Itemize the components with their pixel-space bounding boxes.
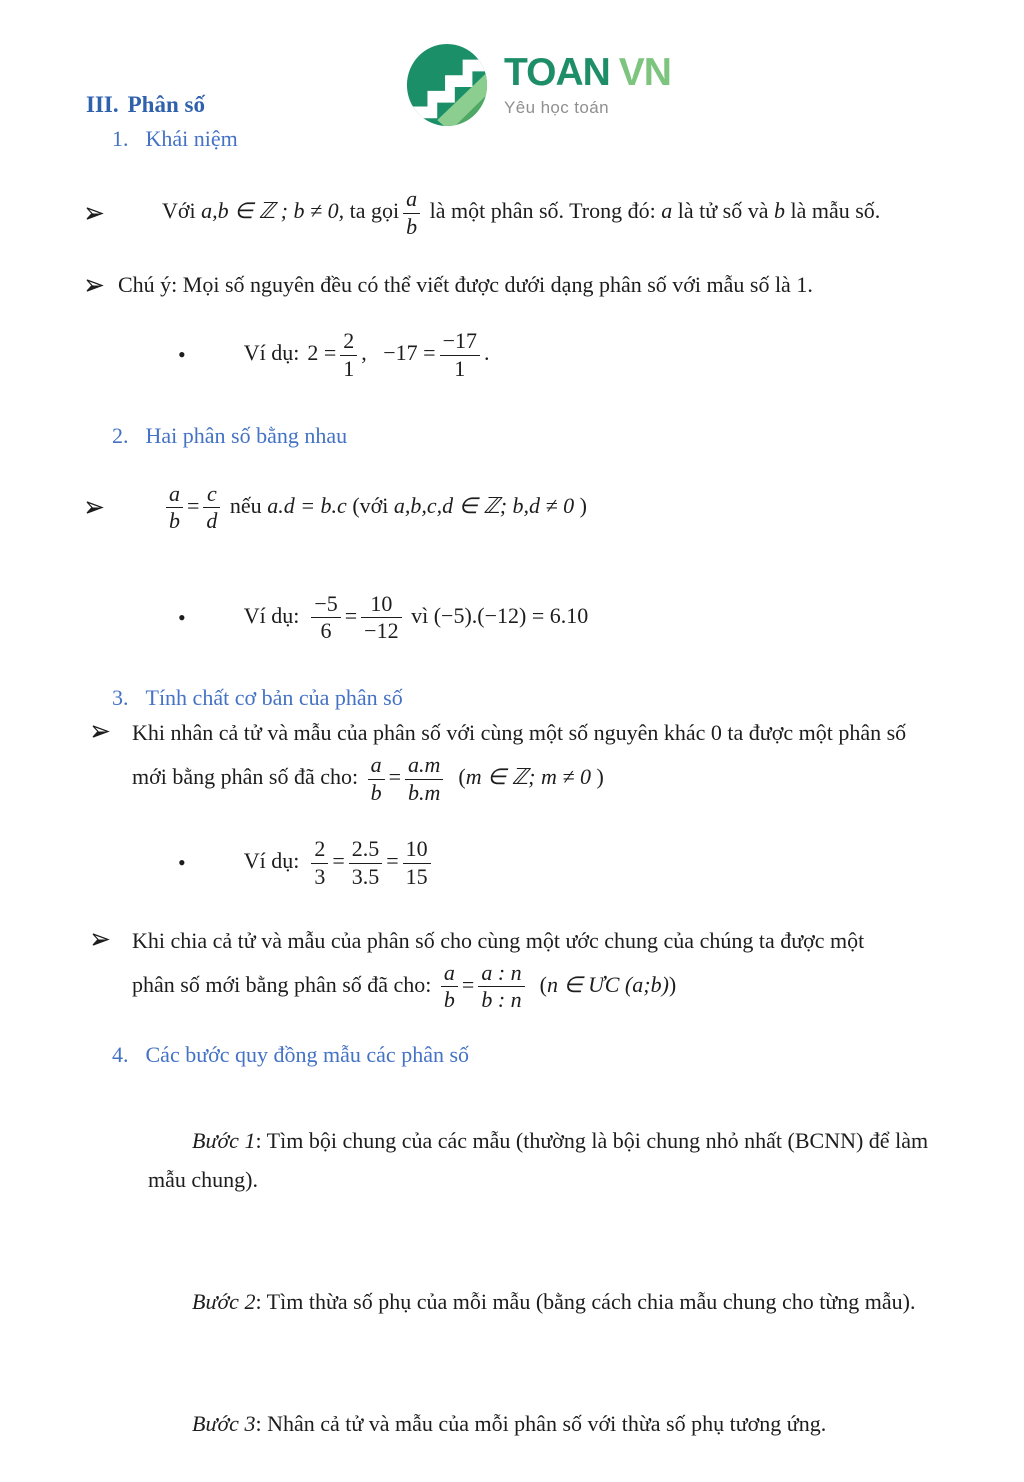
text-run: là một phân số. Trong đó:: [424, 198, 662, 224]
bullet-icon: •: [178, 604, 186, 630]
fraction-neg5-6: [311, 592, 340, 644]
denominator: 1: [454, 355, 466, 381]
note-text: Chú ý: Mọi số nguyên đều có thể viết được dưới dạng phân số với mẫu số là 1.: [118, 272, 813, 298]
denominator: 15: [405, 863, 428, 889]
subsection-4-title: Các bước quy đồng mẫu các phân số: [145, 1041, 470, 1067]
numerator: −17: [440, 329, 480, 356]
arrow-bullet-icon: [86, 278, 104, 293]
text-run: ta gọi: [344, 198, 400, 224]
multiply-property-text: [132, 717, 970, 806]
fraction-10-15: [403, 837, 431, 889]
logo-title-primary: TOAN: [504, 50, 610, 94]
subsection-4-heading: [112, 1042, 970, 1068]
equals-sign: =: [386, 848, 399, 874]
fraction-25-35: [349, 837, 383, 889]
numerator: 2.5: [349, 837, 383, 864]
math-run: n ∈ ƯC (a;b): [547, 971, 669, 997]
step-1: [148, 1082, 970, 1238]
denominator: b: [169, 508, 180, 534]
denominator: 1: [343, 355, 355, 381]
denominator: 6: [320, 618, 332, 644]
fraction-c-d: [203, 482, 220, 534]
example-item: [178, 302, 970, 408]
math-run: (−5).(−12) = 6.10: [433, 602, 589, 628]
text-run: −17 =: [383, 340, 436, 366]
text-run: nếu: [224, 492, 268, 518]
subsection-3-number: 3.: [112, 685, 129, 710]
fraction-a-b: [166, 482, 183, 534]
subsection-2-heading: [112, 423, 970, 449]
section-heading: [86, 92, 970, 118]
fraction-a-b: [403, 187, 420, 239]
denominator: 3.5: [351, 863, 380, 889]
fraction-10-neg12: [361, 592, 401, 644]
equality-rule-text: [118, 455, 970, 561]
text-run: là tử số và: [672, 198, 774, 224]
example-item: [178, 565, 970, 671]
arrow-bullet-icon: [92, 724, 110, 739]
denominator: b: [443, 987, 455, 1013]
step-2-text: : Tìm thừa số phụ của mỗi mẫu (bằng cách chia mẫu chung cho từng mẫu).: [255, 1288, 916, 1314]
formula-line: [132, 960, 970, 1014]
subsection-1-number: 1.: [112, 126, 129, 151]
numerator: −5: [311, 592, 340, 619]
numerator: a: [166, 482, 183, 509]
example-label: Ví dụ:: [243, 602, 300, 628]
numerator: a: [368, 753, 385, 780]
formula-line: [132, 752, 970, 806]
example-label: Ví dụ:: [243, 848, 300, 874]
text-run: Với: [162, 198, 202, 224]
step-2-label: Bước 2: [192, 1288, 256, 1314]
text-run: (: [528, 971, 547, 997]
fraction-a-b: [368, 753, 385, 805]
fraction-neg17-1: [440, 329, 480, 381]
denominator: b : n: [481, 987, 522, 1013]
denominator: b: [370, 779, 382, 805]
subsection-2-number: 2.: [112, 422, 129, 448]
subsection-1-heading: [112, 126, 970, 152]
text-run: mới bằng phân số đã cho:: [132, 764, 364, 790]
text-run: là mẫu số.: [784, 198, 881, 224]
text-run: ): [668, 971, 677, 997]
multiply-property-item: [92, 717, 970, 806]
definition-item: [86, 160, 970, 266]
divide-property-item: [92, 925, 970, 1014]
arrow-bullet-icon: [86, 500, 104, 515]
section-title: Phân số: [127, 92, 205, 117]
equals-sign: =: [388, 764, 402, 790]
example-item: [178, 810, 970, 916]
fraction-am-bm: [405, 753, 443, 805]
subsection-1-title: Khái niệm: [145, 126, 238, 151]
text-line: Khi chia cả tử và mẫu của phân số cho cùng một ước chung của chúng ta được một: [132, 927, 865, 953]
step-2: [148, 1243, 970, 1360]
equals-sign: =: [461, 971, 475, 997]
denominator: −12: [364, 618, 399, 644]
equals-sign: =: [344, 602, 358, 628]
equals-sign: =: [187, 492, 200, 518]
text-run: phân số mới bằng phân số đã cho:: [132, 971, 437, 997]
text-run: ): [574, 492, 587, 518]
math-run: b: [773, 198, 785, 224]
bullet-icon: •: [178, 342, 186, 368]
text-line: Khi nhân cả tử và mẫu của phân số với cùng một số nguyên khác 0 ta được một phân số: [132, 720, 907, 745]
text-run: ,: [361, 340, 384, 366]
fraction-an-bn: [478, 961, 524, 1013]
example-text: [200, 302, 490, 408]
denominator: 3: [314, 863, 326, 889]
text-run: 2 =: [307, 340, 337, 366]
math-run: a: [661, 198, 673, 224]
equality-rule-item: [86, 455, 970, 561]
logo-title-secondary: VN: [618, 50, 671, 94]
step-3-label: Bước 3: [192, 1410, 256, 1436]
step-3-text: : Nhân cả tử và mẫu của mỗi phân số với thừa số phụ tương ứng.: [255, 1410, 827, 1436]
steps-list: [148, 1082, 970, 1482]
numerator: a: [403, 187, 420, 214]
bullet-icon: •: [178, 850, 186, 876]
text-run: (: [447, 764, 466, 790]
fraction-2-3: [311, 837, 328, 889]
divide-property-text: [132, 925, 970, 1014]
math-run: m ∈ ℤ; m ≠ 0: [465, 764, 591, 790]
arrow-bullet-icon: [86, 206, 104, 221]
example-text: [200, 810, 435, 916]
lesson-content: [86, 92, 970, 1482]
step-1-label: Bước 1: [192, 1127, 256, 1153]
math-run: a,b ∈ ℤ ; b ≠ 0,: [201, 198, 345, 224]
definition-text: [118, 160, 970, 266]
subsection-3-title: Tính chất cơ bản của phân số: [145, 685, 403, 710]
step-1-text: : Tìm bội chung của các mẫu (thường là bội chung nhỏ nhất (BCNN) để làm mẫu chung).: [148, 1127, 934, 1192]
numerator: a: [441, 961, 458, 988]
fraction-a-b: [441, 961, 458, 1013]
numerator: 2: [340, 329, 357, 356]
logo-title: [504, 50, 671, 94]
subsection-4-number: 4.: [112, 1041, 129, 1067]
denominator: b.m: [408, 779, 441, 805]
numerator: a.m: [405, 753, 443, 780]
math-run: a.d = b.c: [267, 492, 347, 518]
math-run: a,b,c,d ∈ ℤ; b,d ≠ 0: [393, 492, 575, 518]
denominator: d: [206, 508, 218, 534]
denominator: b: [406, 213, 418, 239]
numerator: 2: [311, 837, 328, 864]
text-run: vì: [405, 602, 434, 628]
step-3: [148, 1365, 970, 1482]
example-label: Ví dụ:: [243, 340, 300, 366]
equals-sign: =: [332, 848, 345, 874]
numerator: a : n: [478, 961, 524, 988]
logo-tagline: Yêu học toán: [504, 97, 609, 117]
arrow-bullet-icon: [92, 932, 110, 947]
numerator: 10: [361, 592, 401, 619]
subsection-3-heading: [112, 685, 970, 711]
example-text: [200, 565, 589, 671]
text-run: ): [590, 764, 604, 790]
numerator: 10: [403, 837, 431, 864]
text-run: .: [484, 340, 490, 366]
subsection-2-title: Hai phân số bằng nhau: [145, 422, 348, 448]
text-run: (với: [346, 492, 394, 518]
section-label: III.: [86, 92, 119, 117]
note-item: [86, 272, 970, 298]
fraction-2-1: [340, 329, 357, 381]
numerator: c: [203, 482, 220, 509]
